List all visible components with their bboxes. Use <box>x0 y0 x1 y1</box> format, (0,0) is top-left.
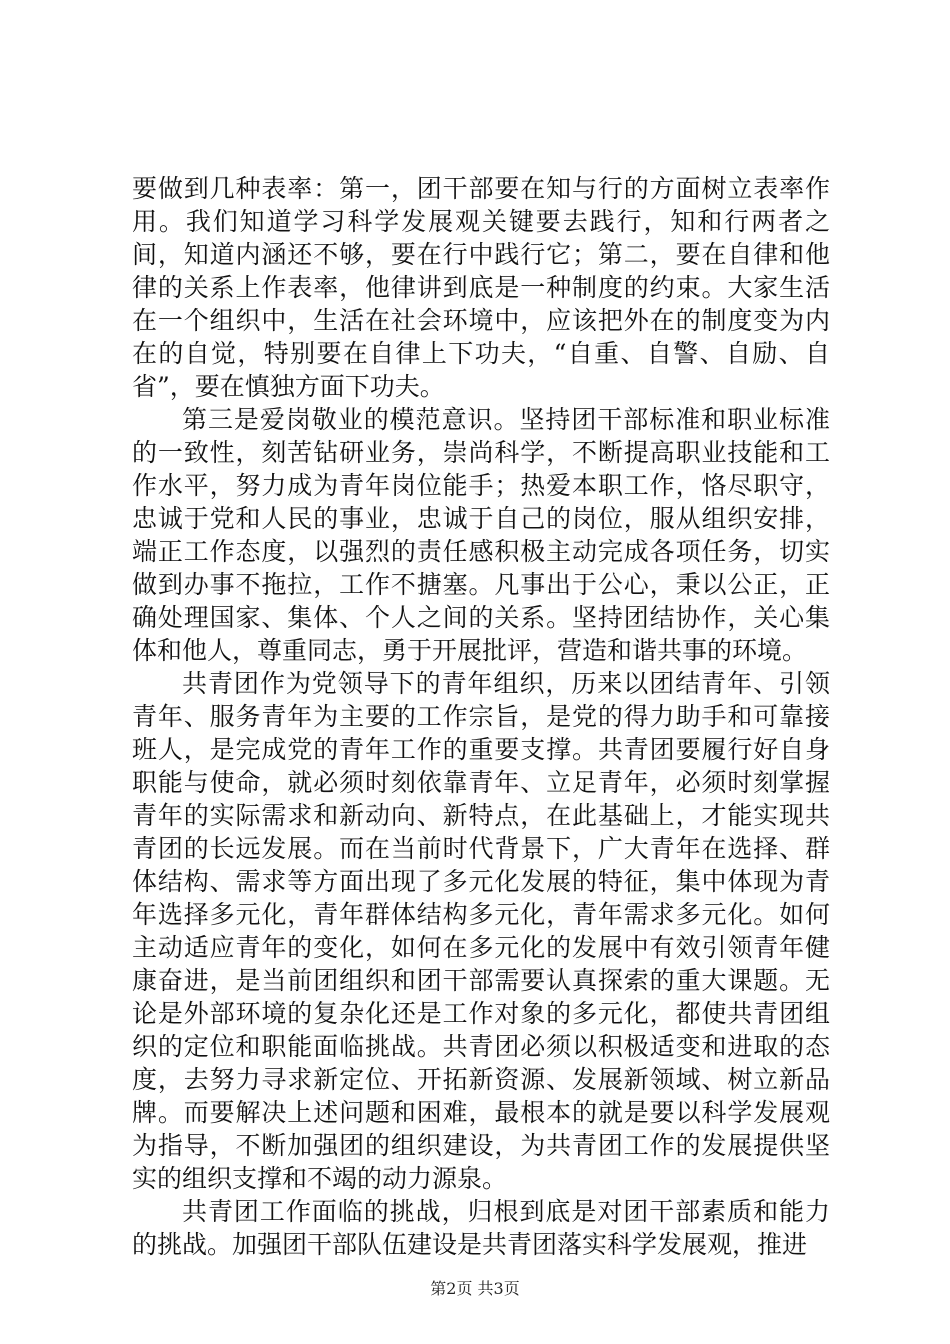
document-body <box>132 172 830 1261</box>
paragraph: 第三是爱岗敬业的模范意识。坚持团干部标准和职业标准的一致性，刻苦钻研业务，崇尚科学，不断提高职业技能和工作水平，努力成为青年岗位能手；热爱本职工作，恪尽职守，忠诚于党和人民的事业，忠诚于自己的岗位，服从组织安排，端正工作态度，以强烈的责任感积极主动完成各项任务，切实做到办事不拖拉，工作不搪塞。凡事出于公心，秉以公正，正确处理国家、集体、个人之间的关系。坚持团结协作，关心集体和他人，尊重同志，勇于开展批评，营造和谐共事的环境。 <box>132 405 830 665</box>
paragraph: 共青团作为党领导下的青年组织，历来以团结青年、引领青年、服务青年为主要的工作宗旨，是党的得力助手和可靠接班人，是完成党的青年工作的重要支撑。共青团要履行好自身职能与使命，就必须时刻依靠青年、立足青年，必须时刻掌握青年的实际需求和新动向、新特点，在此基础上，才能实现共青团的长远发展。而在当前时代背景下，广大青年在选择、群体结构、需求等方面出现了多元化发展的特征，集中体现为青年选择多元化，青年群体结构多元化，青年需求多元化。如何主动适应青年的变化，如何在多元化的发展中有效引领青年健康奋进，是当前团组织和团干部需要认真探索的重大课题。无论是外部环境的复杂化还是工作对象的多元化，都使共青团组织的定位和职能面临挑战。共青团必须以积极适变和进取的态度，去努力寻求新定位、开拓新资源、发展新领域、树立新品牌。而要解决上述问题和困难，最根本的就是要以科学发展观为指导，不断加强团的组织建设，为共青团工作的发展提供坚实的组织支撑和不竭的动力源泉。 <box>132 669 830 1193</box>
paragraph: 要做到几种表率：第一，团干部要在知与行的方面树立表率作用。我们知道学习科学发展观关键要去践行，知和行两者之间，知道内涵还不够，要在行中践行它；第二，要在自律和他律的关系上作表率，他律讲到底是一种制度的约束。大家生活在一个组织中，生活在社会环境中，应该把外在的制度变为内在的自觉，特别要在自律上下功夫，“自重、自警、自励、自省”，要在慎独方面下功夫。 <box>132 174 830 401</box>
page-footer: 第2页 共3页 <box>430 1279 520 1298</box>
paragraph: 共青团工作面临的挑战，归根到底是对团干部素质和能力的挑战。加强团干部队伍建设是共青团落实科学发展观，推进 <box>132 1197 830 1259</box>
